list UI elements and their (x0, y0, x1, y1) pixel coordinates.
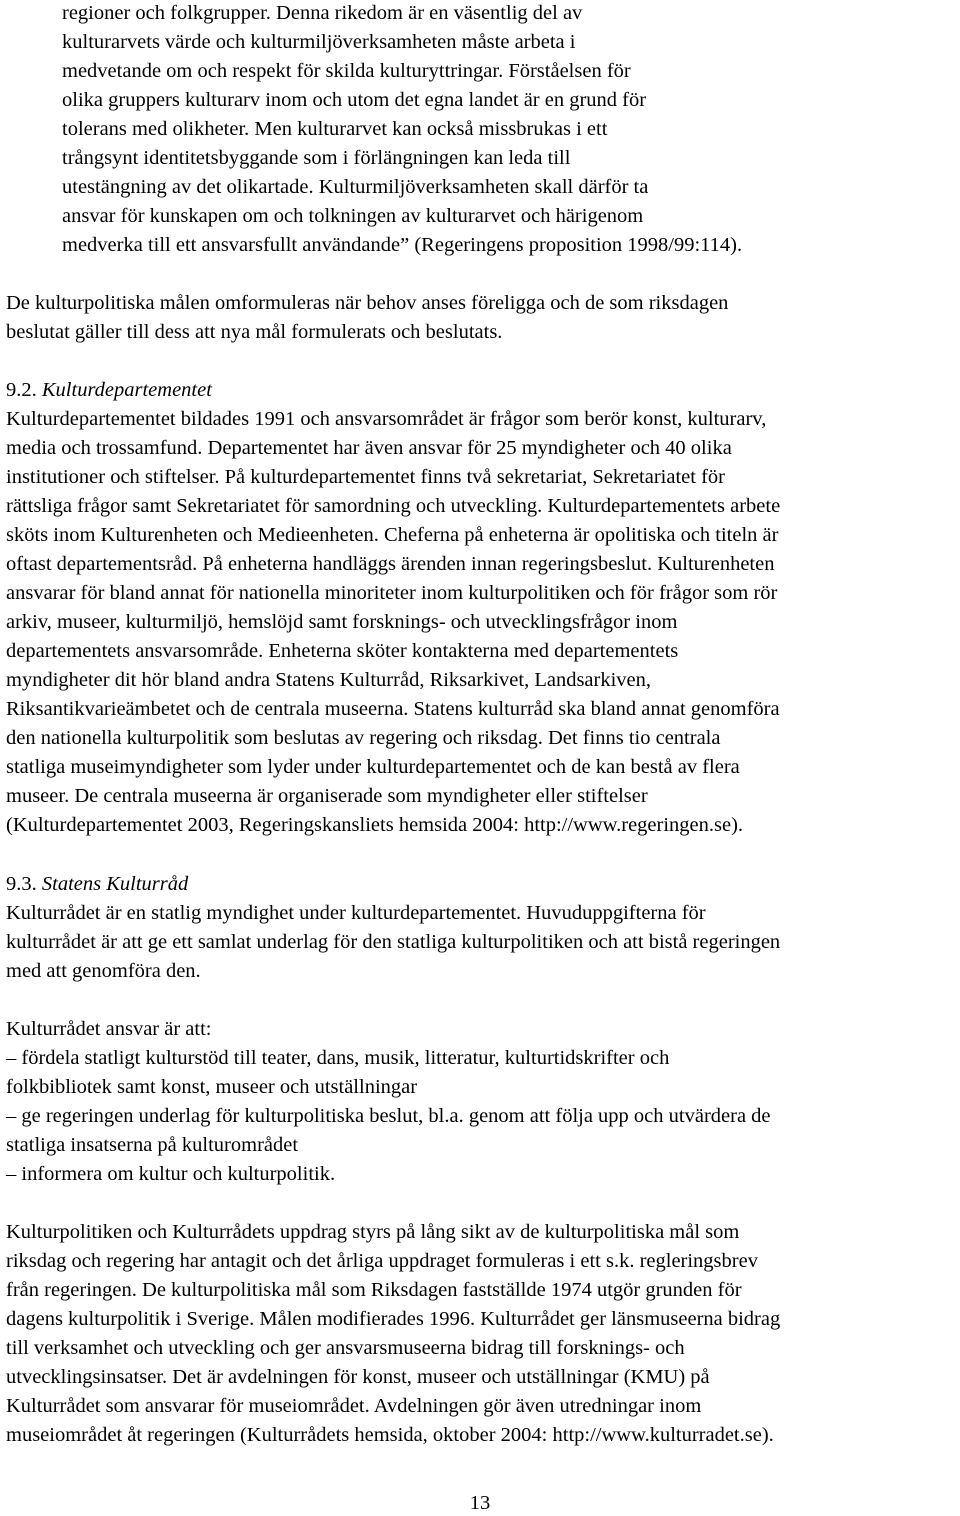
page-number: 13 (469, 1492, 491, 1514)
paragraph-line: statliga museimyndigheter som lyder under kulturdepartementet och de kan bestå av flera (6, 756, 740, 778)
list-item: folkbibliotek samt konst, museer och utställningar (6, 1076, 418, 1098)
quote-line: utestängning av det olikartade. Kulturmiljöverksamheten skall därför ta (62, 176, 649, 198)
section-heading (6, 871, 188, 897)
paragraph-line: den nationella kulturpolitik som beslutas av regering och riksdag. Det finns tio centrala (6, 727, 721, 749)
section-title: Statens Kulturråd (41, 873, 189, 895)
quote-line: kulturarvets värde och kulturmiljöverksamheten måste arbeta i (62, 31, 576, 53)
paragraph-line: museer. De centrala museerna är organiserade som myndigheter eller stiftelser (6, 785, 648, 807)
paragraph-line: utvecklingsinsatser. Det är avdelningen för konst, museer och utställningar (KMU) på (6, 1366, 710, 1388)
quote-line: olika gruppers kulturarv inom och utom det egna landet är en grund för (62, 89, 647, 111)
paragraph-line: till verksamhet och utveckling och ger ansvarsmuseerna bidrag till forsknings- och (6, 1337, 685, 1359)
section-number: 9.3. (6, 873, 42, 895)
paragraph-line: departementets ansvarsområde. Enheterna sköter kontakterna med departementets (6, 640, 679, 662)
paragraph-line: arkiv, museer, kulturmiljö, hemslöjd samt forsknings- och utvecklingsfrågor inom (6, 611, 678, 633)
paragraph-line: med att genomföra den. (6, 960, 201, 982)
paragraph-line: kulturrådet är att ge ett samlat underlag för den statliga kulturpolitiken och att bistå regeringen (6, 931, 781, 953)
paragraph-line: Kulturdepartementet bildades 1991 och ansvarsområdet är frågor som berör konst, kulturarv, (6, 408, 767, 430)
paragraph-line: museiområdet åt regeringen (Kulturrådets hemsida, oktober 2004: http://www.kulturradet.se). (6, 1424, 774, 1446)
quote-line: ansvar för kunskapen om och tolkningen av kulturarvet och härigenom (62, 205, 644, 227)
paragraph-line: Kulturrådet som ansvarar för museiområdet. Avdelningen gör även utredningar inom (6, 1395, 702, 1417)
paragraph-line: sköts inom Kulturenheten och Medieenheten. Cheferna på enheterna är opolitiska och titeln är (6, 524, 779, 546)
paragraph-line: oftast departementsråd. På enheterna handläggs ärenden innan regeringsbeslut. Kulturenheten (6, 553, 775, 575)
paragraph-line: Kulturpolitiken och Kulturrådets uppdrag styrs på lång sikt av de kulturpolitiska mål som (6, 1221, 740, 1243)
paragraph-line: myndigheter dit hör bland andra Statens Kulturråd, Riksarkivet, Landsarkiven, (6, 669, 652, 691)
quote-line: tolerans med olikheter. Men kulturarvet kan också missbrukas i ett (62, 118, 608, 140)
paragraph-line: Kulturrådet är en statlig myndighet under kulturdepartementet. Huvuduppgifterna för (6, 902, 706, 924)
list-item: – fördela statligt kulturstöd till teater, dans, musik, litteratur, kulturtidskrifter och (6, 1047, 670, 1069)
paragraph-line: ansvarar för bland annat för nationella minoriteter inom kulturpolitiken och för frågor som rör (6, 582, 778, 604)
list-intro: Kulturrådet ansvar är att: (6, 1018, 212, 1040)
paragraph-line: dagens kulturpolitik i Sverige. Målen modifierades 1996. Kulturrådet ger länsmuseerna bidrag (6, 1308, 781, 1330)
quote-line: regioner och folkgrupper. Denna rikedom är en väsentlig del av (62, 2, 583, 24)
list-item: – informera om kultur och kulturpolitik. (6, 1163, 336, 1185)
section-heading (6, 377, 212, 403)
paragraph-line: från regeringen. De kulturpolitiska mål som Riksdagen fastställde 1974 utgör grunden för (6, 1279, 742, 1301)
quote-line: trångsynt identitetsbyggande som i förlängningen kan leda till (62, 147, 571, 169)
quote-line: medverka till ett ansvarsfullt användande” (Regeringens proposition 1998/99:114). (62, 234, 743, 256)
paragraph-line: media och trossamfund. Departementet har även ansvar för 25 myndigheter och 40 olika (6, 437, 732, 459)
paragraph-line: De kulturpolitiska målen omformuleras när behov anses föreligga och de som riksdagen (6, 292, 729, 314)
paragraph-line: beslutat gäller till dess att nya mål formulerats och beslutats. (6, 321, 503, 343)
list-item: statliga insatserna på kulturområdet (6, 1134, 299, 1156)
paragraph-line: institutioner och stiftelser. På kulturdepartementet finns två sekretariat, Sekretariatet för (6, 466, 725, 488)
section-title: Kulturdepartementet (41, 379, 212, 401)
section-number: 9.2. (6, 379, 42, 401)
paragraph-line: Riksantikvarieämbetet och de centrala museerna. Statens kulturråd ska bland annat genomföra (6, 698, 780, 720)
paragraph-line: (Kulturdepartementet 2003, Regeringskansliets hemsida 2004: http://www.regeringen.se). (6, 814, 744, 836)
paragraph-line: riksdag och regering har antagit och det årliga uppdraget formuleras i ett s.k. regleringsbrev (6, 1250, 758, 1272)
quote-line: medvetande om och respekt för skilda kulturyttringar. Förståelsen för (62, 60, 631, 82)
list-item: – ge regeringen underlag för kulturpolitiska beslut, bl.a. genom att följa upp och utvärdera de (6, 1105, 771, 1127)
paragraph-line: rättsliga frågor samt Sekretariatet för samordning och utveckling. Kulturdepartementets arbete (6, 495, 781, 517)
